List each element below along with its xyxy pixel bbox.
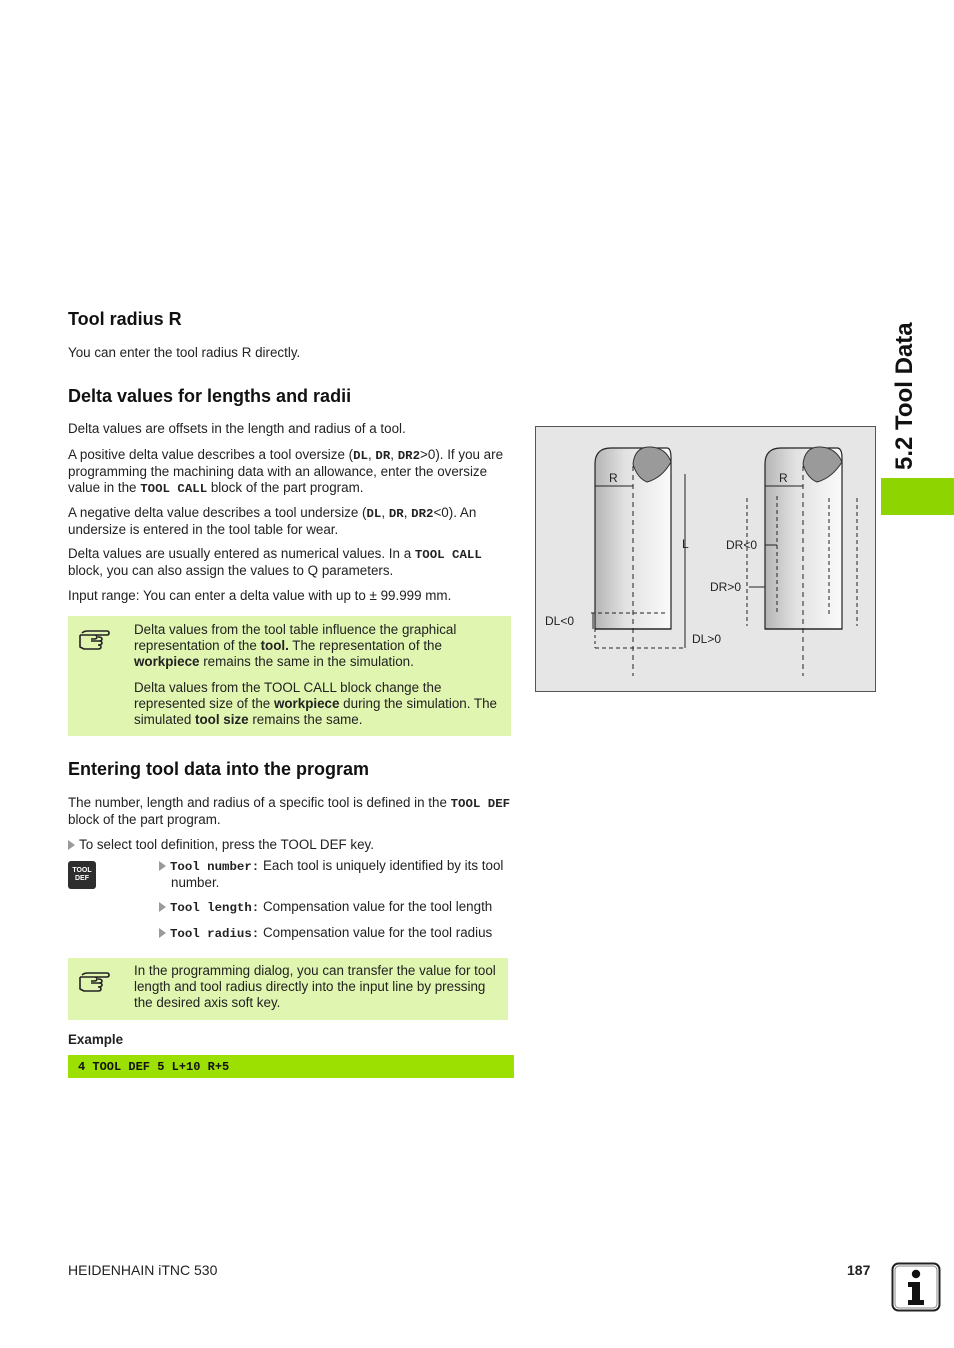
step-arrow-icon [68,840,75,850]
item-arrow-icon [159,902,166,912]
pointing-hand-icon [78,968,110,994]
label-dl-neg: DL<0 [545,614,575,628]
paragraph-radius: You can enter the tool radius R directly. [68,345,301,360]
label-l: L [682,537,689,551]
label-dr-pos: DR>0 [710,580,742,594]
heading-delta-values: Delta values for lengths and radii [68,386,352,406]
note-delta-p2: Delta values from the TOOL CALL block change the represented size of the workpiece during the simulation. The simulated tool size remains the same. [134,680,498,727]
info-icon [891,1262,941,1312]
paragraph-negative-delta: A negative delta value describes a tool undersize (DL, DR, DR2<0). An undersize is entered in the tool table for wear. [68,505,477,537]
heading-entering-tool-data: Entering tool data into the program [68,759,369,779]
item-arrow-icon [159,861,166,871]
note-box-delta [68,616,511,736]
pointing-hand-icon [78,626,110,652]
item-tool-number: Tool number: Each tool is uniquely identified by its tool number. [159,858,525,891]
item-tool-radius: Tool radius: Compensation value for the tool radius [159,925,519,942]
chapter-tab [881,478,954,515]
paragraph-entering: The number, length and radius of a specific tool is defined in the TOOL DEF block of the part program. [68,795,511,827]
heading-tool-radius: Tool radius R [68,309,182,329]
paragraph-delta-intro: Delta values are offsets in the length and radius of a tool. [68,421,406,436]
item-tool-length: Tool length: Compensation value for the tool length [159,899,519,916]
note-programming-text: In the programming dialog, you can transfer the value for tool length and tool radius directly into the input line by pressing the desired axis soft key. [134,963,496,1010]
step-select-tool-def: To select tool definition, press the TOOL DEF key. [68,837,513,853]
tool-delta-figure [535,426,876,692]
tool-def-key[interactable]: TOOL DEF [68,861,96,889]
note-delta-p1: Delta values from the tool table influence the graphical representation of the tool. The representation of the workpiece remains the same in the simulation. [134,622,457,669]
example-label: Example [68,1032,124,1047]
paragraph-input-range: Input range: You can enter a delta value with up to ± 99.999 mm. [68,588,452,603]
page-number: 187 [847,1262,871,1278]
label-r-right: R [779,471,788,485]
note-box-programming [68,958,508,1020]
example-code-block: 4 TOOL DEF 5 L+10 R+5 [68,1055,514,1078]
label-dl-pos: DL>0 [692,632,722,646]
item-arrow-icon [159,928,166,938]
label-r-left: R [609,471,618,485]
label-dr-neg: DR<0 [726,538,758,552]
paragraph-positive-delta: A positive delta value describes a tool oversize (DL, DR, DR2>0). If you are programming the machining data with an allowance, enter the oversize value in the TOOL CALL block of the part program. [68,447,504,496]
footer-manual-name: HEIDENHAIN iTNC 530 [68,1262,218,1278]
paragraph-numerical: Delta values are usually entered as numerical values. In a TOOL CALL block, you can also assign the values to Q parameters. [68,546,482,578]
